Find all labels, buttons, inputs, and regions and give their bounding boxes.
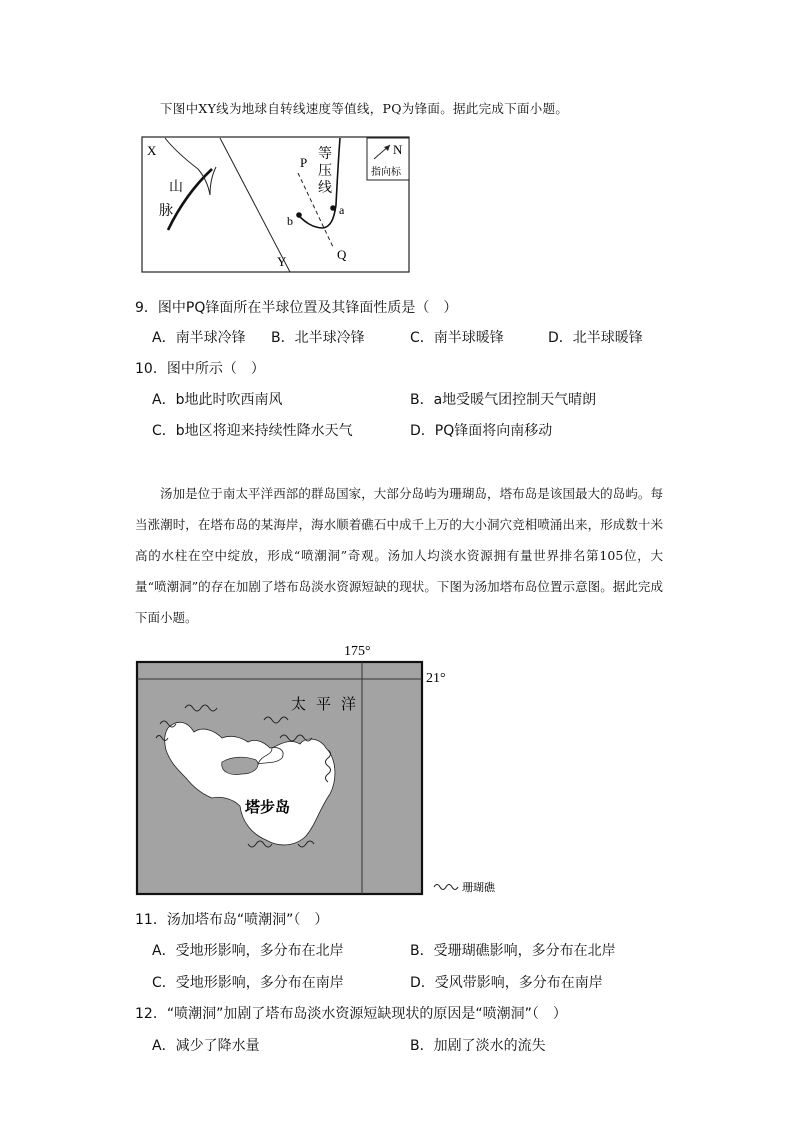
point-b: [296, 212, 302, 218]
q9-option-b[interactable]: B．北半球冷锋: [271, 330, 365, 346]
north-label: N: [393, 142, 403, 157]
island-label: 塔步岛: [245, 800, 291, 816]
ocean-char-2: 平: [316, 697, 332, 713]
q12-option-a[interactable]: A．减少了降水量: [152, 1038, 260, 1054]
q10-option-c[interactable]: C．b地区将迎来持续性降水天气: [152, 423, 353, 439]
longitude-label: 175°: [344, 644, 371, 659]
intro-text-2-content: 汤加是位于南太平洋西部的群岛国家，大部分岛屿为珊瑚岛，塔布岛是该国最大的岛屿。每当涨潮时，在塔布岛的某海岸，海水顺着礁石中成千上万的大小洞穴竞相喷涌出来，形成数十米高的水柱在空中绽放，形成“喷潮洞”奇观。汤加人均淡水资源拥有量世界排名第105位，大量“喷潮洞”的存在加剧了塔布岛淡水资源短缺的现状。下图为汤加塔布岛位置示意图。据此完成下面小题。: [135, 486, 663, 625]
q11-option-d[interactable]: D．受风带影响，多分布在南岸: [410, 975, 603, 991]
q10-option-d[interactable]: D．PQ锋面将向南移动: [410, 423, 553, 439]
q11-option-c[interactable]: C．受地形影响，多分布在南岸: [152, 975, 344, 991]
q11-option-b[interactable]: B．受珊瑚礁影响，多分布在北岸: [410, 943, 616, 959]
question-12-stem: 12．“喷潮洞”加剧了塔布岛淡水资源短缺现状的原因是“喷潮洞”（ ）: [135, 1006, 567, 1022]
latitude-label: 21°: [426, 671, 446, 686]
label-a: a: [339, 203, 345, 217]
map-legend: [432, 879, 522, 895]
label-b: b: [287, 214, 293, 228]
isobar-char-3: 线: [318, 181, 332, 196]
tonga-map: [130, 638, 460, 900]
isobar-char-1: 等: [318, 147, 332, 162]
label-x: X: [147, 143, 157, 158]
intro-text-1: 下图中XY线为地球自转线速度等值线，PQ为锋面。据此完成下面小题。: [160, 101, 569, 116]
q10-option-a[interactable]: A．b地此时吹西南风: [152, 392, 283, 408]
q9-option-c[interactable]: C．南半球暖锋: [410, 330, 504, 346]
ocean-char-3: 洋: [341, 697, 357, 713]
island-lagoon: [222, 757, 258, 774]
front-diagram: [140, 135, 412, 275]
q9-option-d[interactable]: D．北半球暖锋: [548, 330, 643, 346]
q9-option-a[interactable]: A．南半球冷锋: [152, 330, 246, 346]
label-p: P: [300, 155, 308, 170]
mountain-char-1: 山: [169, 180, 183, 195]
compass-label: 指向标: [371, 167, 401, 178]
q12-option-b[interactable]: B．加剧了淡水的流失: [410, 1038, 546, 1054]
ocean-char-1: 太: [291, 697, 307, 713]
point-a: [330, 205, 336, 211]
question-11-stem: 11．汤加塔布岛“喷潮洞”（ ）: [135, 912, 329, 928]
isobar-char-2: 压: [318, 164, 332, 179]
coral-reef-legend-icon: [434, 885, 458, 890]
question-9-stem: 9．图中PQ锋面所在半球位置及其锋面性质是（ ）: [135, 300, 458, 316]
intro-text-2: [135, 478, 663, 633]
question-10-stem: 10．图中所示（ ）: [135, 361, 265, 377]
q11-option-a[interactable]: A．受地形影响，多分布在北岸: [152, 943, 344, 959]
legend-label: 珊瑚礁: [462, 882, 495, 894]
mountain-char-2: 脉: [159, 204, 173, 219]
q10-option-b[interactable]: B．a地受暖气团控制天气晴朗: [410, 392, 597, 408]
label-y: Y: [277, 254, 287, 269]
label-q: Q: [337, 247, 347, 262]
